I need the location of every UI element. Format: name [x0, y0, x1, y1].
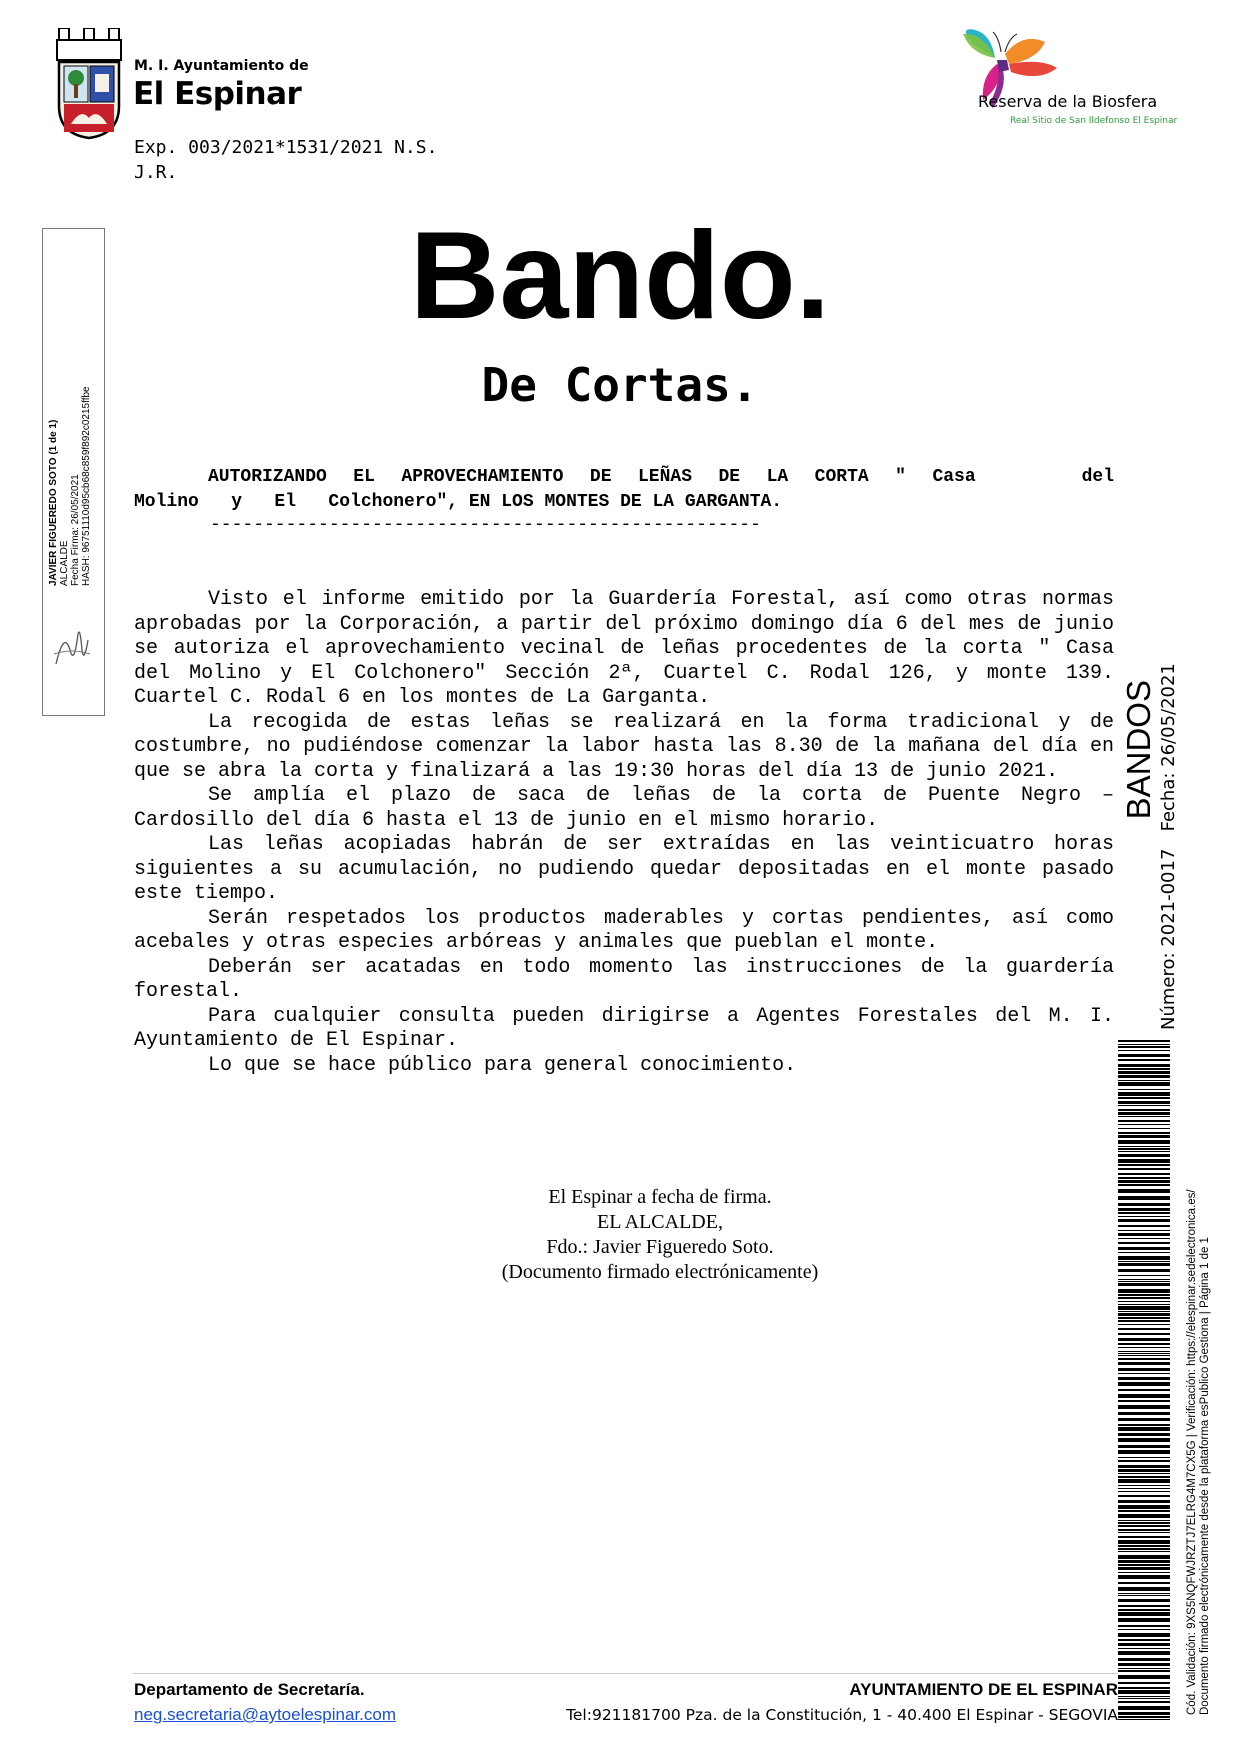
biosphere-subtitle: Real Sitio de San Ildefonso El Espinar: [1010, 116, 1178, 126]
heading-underline: ---------------------------------------------------: [210, 515, 761, 535]
paragraph-5: Serán respetados los productos maderables y cortas pendientes, así como acebales y otras especies arbóreas y animales que pueblan el monte.: [134, 906, 1114, 954]
barcode-bar: [1118, 1599, 1170, 1602]
barcode-bar: [1118, 1465, 1170, 1468]
barcode-bar: [1118, 1355, 1170, 1356]
registry-date: Fecha: 26/05/2021: [1158, 663, 1179, 832]
barcode-bar: [1118, 1629, 1170, 1630]
ayuntamiento-name: El Espinar: [133, 76, 302, 112]
barcode-bar: [1118, 1328, 1170, 1330]
barcode-bar: [1118, 1618, 1170, 1622]
barcode-bar: [1118, 1418, 1170, 1421]
heading-line1: [134, 465, 1114, 490]
barcode-bar: [1118, 1353, 1170, 1354]
barcode-bar: [1118, 1044, 1170, 1045]
signature-block: [400, 1185, 920, 1285]
barcode-bar: [1118, 1242, 1170, 1244]
file-reference-line1: Exp. 003/2021*1531/2021 N.S.: [134, 137, 438, 158]
barcode-bar: [1118, 1719, 1170, 1720]
barcode-bar: [1118, 1595, 1170, 1596]
barcode-bar: [1118, 1522, 1170, 1524]
barcode-bar: [1118, 1120, 1170, 1122]
barcode-bar: [1118, 1564, 1170, 1566]
barcode-bar: [1118, 1514, 1170, 1518]
barcode-bar: [1118, 1148, 1170, 1150]
barcode-bar: [1118, 1151, 1170, 1152]
barcode-bar: [1118, 1294, 1170, 1296]
paragraph-2: La recogida de estas leñas se realizará en la forma tradicional y de costumbre, no pudiéndose comenzar la labor hasta las 8.30 de la mañana del día en que se abra la corta y finalizará a las 19:30 horas del día 13 de junio 2021.: [134, 710, 1114, 783]
barcode-bar: [1118, 1279, 1170, 1280]
barcode-bar: [1118, 1394, 1170, 1398]
barcode-bar: [1118, 1164, 1170, 1166]
registry-number: Número: 2021-0017: [1158, 848, 1179, 1030]
barcode-bar: [1118, 1445, 1170, 1448]
footer-ayuntamiento: AYUNTAMIENTO DE EL ESPINAR: [849, 1680, 1118, 1699]
barcode-bar: [1118, 1412, 1170, 1415]
barcode-bar: [1118, 1317, 1170, 1319]
barcode-bar: [1118, 1101, 1170, 1104]
barcode-bar: [1118, 1146, 1170, 1147]
barcode-bar: [1118, 1696, 1170, 1697]
barcode-bar: [1118, 1068, 1170, 1070]
barcode-bar: [1118, 1252, 1170, 1253]
barcode-bar: [1118, 1572, 1170, 1573]
barcode-bar: [1118, 1382, 1170, 1386]
barcode-bar: [1118, 1173, 1170, 1175]
barcode-bar: [1118, 1105, 1170, 1106]
barcode-bar: [1118, 1064, 1170, 1067]
stamp-date: Fecha Firma: 26/05/2021: [70, 474, 81, 586]
barcode-bar: [1118, 1505, 1170, 1509]
barcode-bar: [1118, 1219, 1170, 1222]
barcode-bar: [1118, 1184, 1170, 1186]
barcode-bar: [1118, 1362, 1170, 1365]
barcode-bar: [1118, 1609, 1170, 1611]
barcode-bar: [1118, 1712, 1170, 1715]
barcode-bar: [1118, 1269, 1170, 1272]
barcode-bar: [1118, 1612, 1170, 1616]
file-reference-line2: J.R.: [134, 162, 178, 183]
barcode-bar: [1118, 1338, 1170, 1341]
barcode-bar: [1118, 1177, 1170, 1179]
paragraph-7: Para cualquier consulta pueden dirigirse a Agentes Forestales del M. I. Ayuntamiento de El Espinar.: [134, 1004, 1114, 1052]
barcode-bar: [1118, 1377, 1170, 1380]
barcode-bar: [1118, 1311, 1170, 1312]
barcode-bar: [1118, 1473, 1170, 1474]
barcode-bar: [1118, 1304, 1170, 1305]
barcode-bar: [1118, 1500, 1170, 1503]
barcode-bar: [1118, 1216, 1170, 1217]
barcode-bar: [1118, 1548, 1170, 1550]
handwritten-signature-icon: [46, 620, 98, 675]
barcode-bar: [1118, 1488, 1170, 1489]
barcode-bar: [1118, 1212, 1170, 1214]
barcode-bar: [1118, 1675, 1170, 1679]
barcode-bar: [1118, 1082, 1170, 1086]
paragraph-1: Visto el informe emitido por la Guardería Forestal, así como otras normas aprobadas por la Corporación, a partir del próximo domingo día 6 del mes de junio se autoriza el aprovechamiento vecinal de leñas procedentes de la corta " Casa del Molino y El Colchonero" Sección 2ª, Cuartel C. Rodal 126, y monte 139. Cuartel C. Rodal 6 en los montes de La Garganta.: [134, 588, 1114, 709]
barcode-bar: [1118, 1424, 1170, 1426]
footer-divider: [133, 1673, 1118, 1674]
barcode-bar: [1118, 1116, 1170, 1117]
signature-place-date: El Espinar a fecha de firma.: [548, 1186, 772, 1208]
barcode-bar: [1118, 1075, 1170, 1078]
barcode-bar: [1118, 1491, 1170, 1492]
barcode-bar: [1118, 1706, 1170, 1710]
paragraph-6: Deberán ser acatadas en todo momento las instrucciones de la guardería forestal.: [134, 955, 1114, 1003]
paragraph-4: Las leñas acopiadas habrán de ser extraídas en las veinticuatro horas siguientes a su acumulación, no pudiendo quedar depositadas en el monte pasado este tiempo.: [134, 833, 1114, 905]
barcode-bar: [1118, 1525, 1170, 1527]
barcode-bar: [1118, 1625, 1170, 1627]
barcode-bar: [1118, 1389, 1170, 1391]
barcode-bar: [1118, 1347, 1170, 1348]
barcode-bar: [1118, 1567, 1170, 1570]
barcode-bar: [1118, 1701, 1170, 1703]
body-text: [134, 588, 1114, 1078]
stamp-role: ALCALDE: [59, 540, 70, 586]
barcode-bar: [1118, 1324, 1170, 1325]
validation-line2: Documento firmado electrónicamente desde la plataforma esPublico Gestiona | Página 1 de 1: [1199, 1237, 1211, 1715]
barcode-bar: [1118, 1097, 1170, 1099]
barcode-bar: [1118, 1485, 1170, 1486]
paragraph-3: Se amplía el plazo de saca de leñas de la corta de Puente Negro – Cardosillo del día 6 hasta el 13 de junio en el mismo horario.: [134, 784, 1114, 832]
barcode-bar: [1118, 1050, 1170, 1051]
barcode-bar: [1118, 1639, 1170, 1641]
footer-address: Tel:921181700 Pza. de la Constitución, 1 - 40.400 El Espinar - SEGOVIA: [566, 1706, 1118, 1724]
barcode-bar: [1118, 1225, 1170, 1227]
barcode-bar: [1118, 1551, 1170, 1552]
barcode-bar: [1118, 1555, 1170, 1559]
barcode-bar: [1118, 1582, 1170, 1584]
barcode-bar: [1118, 1054, 1170, 1057]
barcode-bar: [1118, 1520, 1170, 1521]
barcode-bar: [1118, 1633, 1170, 1637]
barcode-bar: [1118, 1587, 1170, 1591]
document-subtitle: De Cortas.: [481, 358, 759, 412]
barcode-bar: [1118, 1233, 1170, 1236]
registry-info: [1120, 663, 1240, 1030]
barcode-bar: [1118, 1532, 1170, 1533]
barcode-bar: [1118, 1333, 1170, 1335]
barcode-bar: [1118, 1716, 1170, 1718]
barcode-bar: [1118, 1510, 1170, 1512]
barcode-bar: [1118, 1230, 1170, 1231]
barcode-bar: [1118, 1109, 1170, 1111]
barcode-bar: [1118, 1479, 1170, 1483]
validation-info: [1186, 1050, 1216, 1715]
barcode-bar: [1118, 1670, 1170, 1672]
barcode-bar: [1118, 1208, 1170, 1211]
barcode-bar: [1118, 1059, 1170, 1061]
validation-line1: Cód. Validación: 9XS5NQFWJRZTJ7ELRG4M7CX5G | Verificación: https://elespinar.sedelectronica.es/: [1186, 1189, 1198, 1715]
barcode-bar: [1118, 1438, 1170, 1442]
barcode-bar: [1118, 1560, 1170, 1563]
footer-email-link[interactable]: neg.secretaria@aytoelespinar.com: [134, 1705, 397, 1724]
barcode-bar: [1118, 1261, 1170, 1262]
barcode-bar: [1118, 1460, 1170, 1462]
barcode-bar: [1118, 1427, 1170, 1431]
barcode-bar: [1118, 1124, 1170, 1125]
barcode-bar: [1118, 1373, 1170, 1374]
barcode-bar: [1118, 1180, 1170, 1183]
barcode-bar: [1118, 1575, 1170, 1579]
barcode-bar: [1118, 1605, 1170, 1607]
paragraph-8: Lo que se hace público para general conocimiento.: [208, 1053, 797, 1077]
barcode-bar: [1118, 1351, 1170, 1352]
barcode-bar: [1118, 1263, 1170, 1266]
barcode-bar: [1118, 1071, 1170, 1074]
barcode-bar: [1118, 1238, 1170, 1239]
barcode-bar: [1118, 1247, 1170, 1250]
barcode-bar: [1118, 1495, 1170, 1497]
barcode-bar: [1118, 1343, 1170, 1345]
document-title: Bando.: [409, 207, 831, 345]
barcode-bar: [1118, 1690, 1170, 1694]
footer-department: Departamento de Secretaría.: [134, 1680, 365, 1699]
barcode-bar: [1118, 1663, 1170, 1666]
barcode-bar: [1118, 1682, 1170, 1684]
barcode-bar: [1118, 1536, 1170, 1538]
barcode-bar: [1118, 1648, 1170, 1649]
barcode-bar: [1118, 1046, 1170, 1048]
barcode-bar: [1118, 1196, 1170, 1200]
heading-line2: Molino y El Colchonero", EN LOS MONTES DE LA GARGANTA.: [134, 492, 783, 512]
barcode-bar: [1118, 1405, 1170, 1409]
barcode-bar: [1118, 1092, 1170, 1096]
barcode-bar: [1118, 1256, 1170, 1260]
barcode-bar: [1118, 1529, 1170, 1531]
barcode-bar: [1118, 1545, 1170, 1547]
barcode-bar: [1118, 1283, 1170, 1286]
barcode-bar: [1118, 1651, 1170, 1655]
barcode-bar: [1118, 1476, 1170, 1478]
barcode-bar: [1118, 1040, 1170, 1042]
barcode-icon: [1118, 1040, 1170, 1720]
barcode-bar: [1118, 1668, 1170, 1669]
barcode-bar: [1118, 1301, 1170, 1302]
barcode-bar: [1118, 1658, 1170, 1661]
barcode-bar: [1118, 1320, 1170, 1322]
barcode-bar: [1118, 1306, 1170, 1310]
barcode-bar: [1118, 1313, 1170, 1316]
barcode-bar: [1118, 1643, 1170, 1646]
heading-line1-text: AUTORIZANDO EL APROVECHAMIENTO DE LEÑAS DE LA CORTA " Casa del: [208, 467, 1114, 487]
file-reference: [134, 135, 437, 185]
barcode-bar: [1118, 1140, 1170, 1144]
barcode-bar: [1118, 1368, 1170, 1371]
barcode-bar: [1118, 1297, 1170, 1299]
registry-number-date: [1158, 663, 1180, 1030]
barcode-bar: [1118, 1540, 1170, 1544]
barcode-bar: [1118, 1457, 1170, 1458]
barcode-bar: [1118, 1275, 1170, 1276]
barcode-bar: [1118, 1154, 1170, 1157]
barcode-bar: [1118, 1281, 1170, 1282]
barcode-bar: [1118, 1080, 1170, 1081]
ayuntamiento-label: M. I. Ayuntamiento de: [134, 58, 309, 74]
barcode-bar: [1118, 1698, 1170, 1699]
barcode-bar: [1118, 1289, 1170, 1293]
stamp-signer: JAVIER FIGUEREDO SOTO (1 de 1): [48, 419, 59, 586]
signature-name: Fdo.: Javier Figueredo Soto.: [546, 1236, 774, 1258]
barcode-bar: [1118, 1687, 1170, 1689]
barcode-bar: [1118, 1168, 1170, 1170]
coat-of-arms-logo: [55, 28, 123, 140]
barcode-bar: [1118, 1469, 1170, 1472]
barcode-bar: [1118, 1089, 1170, 1090]
barcode-bar: [1118, 1203, 1170, 1206]
signature-note: (Documento firmado electrónicamente): [501, 1261, 819, 1283]
signature-stamp: [48, 336, 108, 586]
barcode-bar: [1118, 1593, 1170, 1594]
barcode-bar: [1118, 1159, 1170, 1163]
barcode-bar: [1118, 1450, 1170, 1454]
barcode-bar: [1118, 1112, 1170, 1115]
barcode-bar: [1118, 1132, 1170, 1134]
barcode-bar: [1118, 1128, 1170, 1129]
barcode-bar: [1118, 1358, 1170, 1360]
biosphere-title: Reserva de la Biosfera: [978, 92, 1158, 111]
registry-label: BANDOS: [1120, 680, 1157, 820]
barcode-bar: [1118, 1433, 1170, 1436]
signature-role: EL ALCALDE,: [597, 1211, 723, 1233]
barcode-bar: [1118, 1135, 1170, 1138]
stamp-hash: HASH: 96751110d95cb68c859f892c0215ffbe: [81, 386, 92, 586]
barcode-bar: [1118, 1189, 1170, 1193]
barcode-bar: [1118, 1400, 1170, 1402]
